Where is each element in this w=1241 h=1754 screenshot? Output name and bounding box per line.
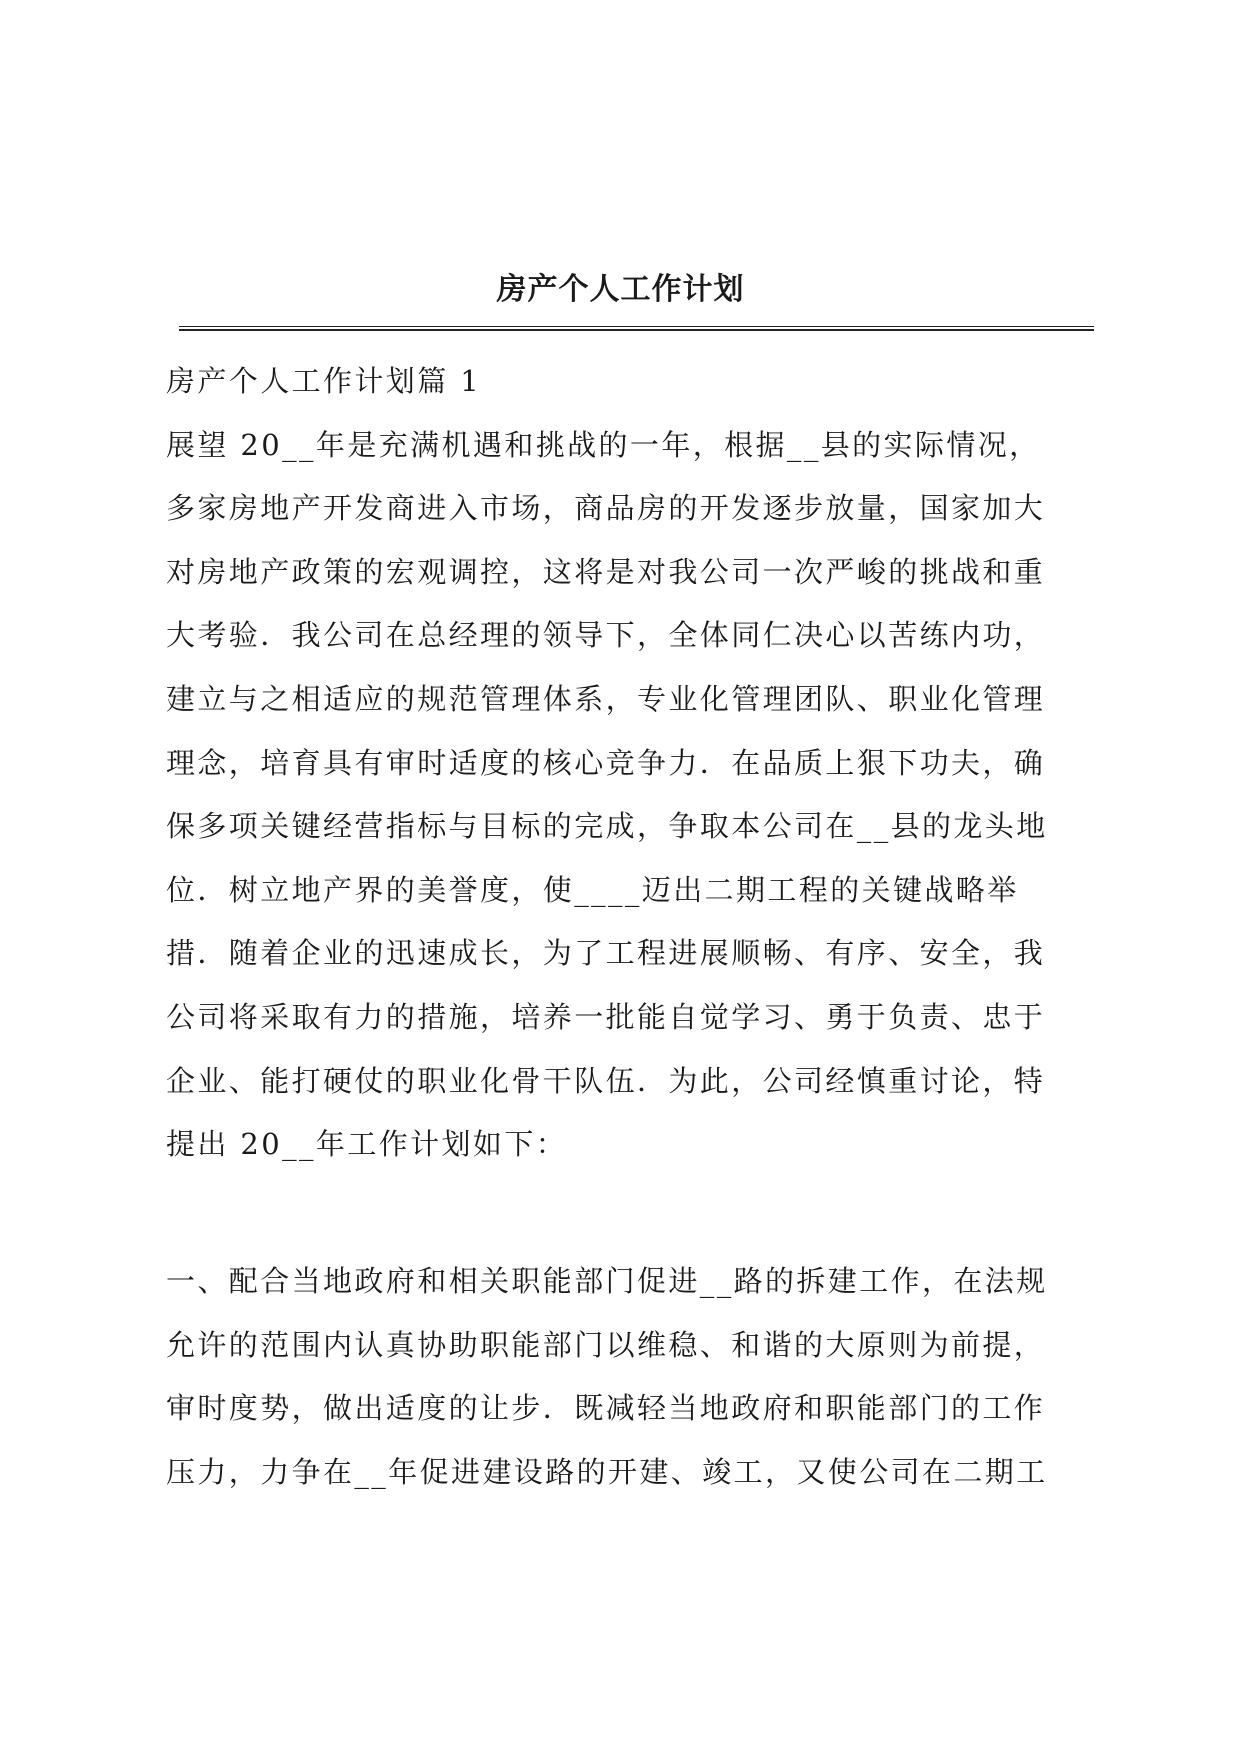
- text-line: 展望 20__年是充满机遇和挑战的一年，根据__县的实际情况，: [166, 427, 1041, 462]
- text-line: 位．树立地产界的美誉度，使____迈出二期工程的关键战略举: [166, 872, 1019, 907]
- title-divider: [179, 326, 1094, 331]
- paragraph-block-1: [166, 350, 1092, 1177]
- section-heading: 房产个人工作计划篇 1: [166, 364, 482, 398]
- text-line: 措．随着企业的迅速成长，为了工程进展顺畅、有序、安全，我: [166, 936, 1046, 971]
- text-line: 建立与之相适应的规范管理体系，专业化管理团队、职业化管理: [166, 681, 1046, 716]
- text-line: 理念，培育具有审时适度的核心竞争力．在品质上狠下功夫，确: [166, 745, 1046, 780]
- text-line: 大考验．我公司在总经理的领导下，全体同仁决心以苦练内功，: [166, 618, 1046, 653]
- text-line: 企业、能打硬仗的职业化骨干队伍．为此，公司经慎重讨论，特: [166, 1063, 1046, 1098]
- text-line: 公司将采取有力的措施，培养一批能自觉学习、勇于负责、忠于: [166, 999, 1046, 1034]
- text-line: 保多项关键经营指标与目标的完成，争取本公司在__县的龙头地: [166, 809, 1048, 844]
- text-line: 一、配合当地政府和相关职能部门促进__路的拆建工作，在法规: [166, 1264, 1048, 1298]
- document-title: 房产个人工作计划: [496, 272, 745, 308]
- text-line: 提出 20__年工作计划如下：: [166, 1127, 568, 1162]
- paragraph-block-2: [166, 1250, 1092, 1504]
- text-line: 多家房地产开发商进入市场，商品房的开发逐步放量，国家加大: [166, 491, 1046, 526]
- text-line: 允许的范围内认真协助职能部门以维稳、和谐的大原则为前提，: [166, 1327, 1046, 1362]
- text-line: 压力，力争在__年促进建设路的开建、竣工，又使公司在二期工: [166, 1454, 1048, 1489]
- text-line: 审时度势，做出适度的让步．既减轻当地政府和职能部门的工作: [166, 1391, 1046, 1426]
- text-line: 对房地产政策的宏观调控，这将是对我公司一次严峻的挑战和重: [166, 554, 1046, 589]
